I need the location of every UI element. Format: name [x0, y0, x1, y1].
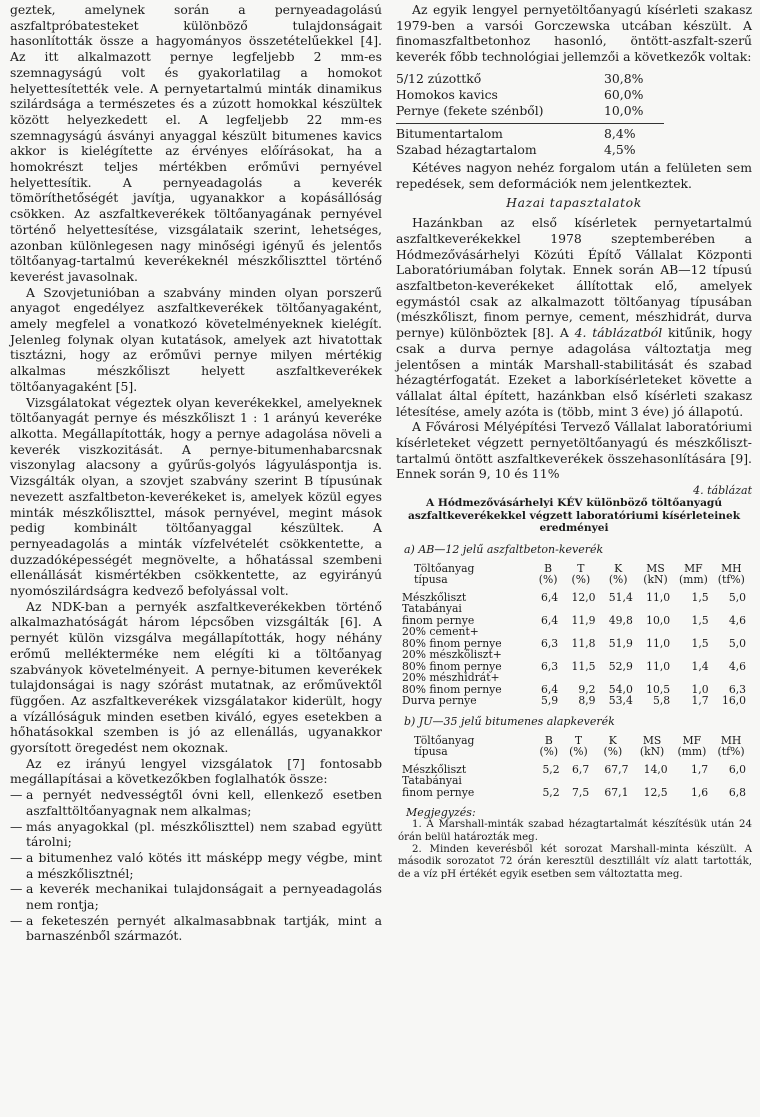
- table-subtitle-a: a) AB—12 jelű aszfaltbeton-keverék: [404, 542, 604, 556]
- table-note: 1. A Marshall-minták szabad hézagtartalmát készítésük után 24 órán belül határozták meg.: [398, 819, 752, 843]
- paragraph-domestic-1: Hazánkban az első kísérletek pernyetartalmú aszfaltkeverékekkel 1978 szeptemberében a Hódmezővásárhelyi Közúti Építő Vállalat Központi Laboratóriumában folytak. Ennek során AB—12 típusú aszfaltbeton-keverékeket állítottak elő, amelyek egymástól csak az alkalmazott töltőanyag típusában (mészkőliszt, finom pernye, cement, mészhidrát, durva pernye) különböztek [8]. A 4. táblázatból kitűnik, hogy csak a durva pernye adagolása változtatja meg jelentősen a minták Marshall-stabilitását és szabad hézagtérfogatát. Ezeket a laborkísérleteket követte a vállalat által épített, hazánkban első kísérleti szakasz létesítése, amely azóta is (több, mint 3 éve) jó állapotú.: [396, 215, 752, 419]
- column-header: MF (mm): [677, 733, 707, 759]
- table-row: Tatabányai finom pernye 6,4 11,9 49,8 10,0 1,5 4,6: [402, 602, 746, 627]
- paragraph-polish-findings: Az ez irányú lengyel vizsgálatok [7] fontosabb megállapításai a következőkben foglalhatók össze:: [10, 755, 382, 787]
- column-header: Töltőanyag típusa: [414, 733, 475, 759]
- results-table-a: [400, 561, 750, 707]
- table-number: 4. táblázat: [693, 484, 752, 498]
- table-row: 20% mészkőliszt+ 80% finom pernye 6,3 11,5 52,9 11,0 1,4 4,6: [402, 648, 746, 673]
- table-note: 2. Minden keverésből két sorozat Marshall-minta készült. A második sorozatot 72 órán keresztül desztillált víz alatt tartották, de a víz pH értékét egyik esetben sem változtatta meg.: [398, 844, 752, 880]
- list-item: — a pernyét nedvességtől óvni kell, ellenkező esetben aszfalttöltőanyagnak nem alkalmas;: [10, 787, 382, 818]
- tech-row: Homokos kavics 60,0%: [396, 86, 644, 102]
- table-reference: 4. táblázatból: [574, 325, 663, 341]
- paragraph-mixture-tests: Vizsgálatokat végeztek olyan keverékekkel, amelyeknek töltőanyagát pernye és mészkőliszt 1 : 1 arányú keveréke alkotta. Megállapították, hogy a pernye adagolása növeli a keverék viszkozitását. A pernye-bitumenhabarcsnak viszonylag alacsony a gyűrűs-golyós lágyuláspontja is. Vizsgálták olyan, a szovjet szabvány szerint B típusúnak nevezett aszfaltbeton-keverékeket is, amelyek közül egyes minták mészkőliszttel, mások pernyével, megint mások pedig kombinált töltőanyaggal készültek. A pernyeadagolás a minták vízfelvételét csökkentette, a duzzadóképességét megnövelte, a hőhatással szembeni ellenállását kismértékben csökkentette, az egyirányú nyomószilárdságra kedvező befolyással volt.: [10, 394, 382, 599]
- paragraph-domestic-2: A Fővárosi Mélyépítési Tervező Vállalat laboratóriumi kísérleteket végzett pernyetöltőanyagú és mészkőliszt-tartalmú öntött aszfaltkeverékek összehasonlítására [9]. Ennek során 9, 10 és 11%: [396, 419, 752, 482]
- table-row: Durva pernye 5,9 8,9 53,4 5,8 1,7 16,0: [402, 694, 746, 708]
- tech-row: Pernye (fekete szénből) 10,0%: [396, 102, 644, 118]
- section-title: Hazai tapasztalatok: [506, 195, 642, 211]
- table-header-row: [400, 561, 750, 592]
- column-header: MS (kN): [639, 733, 665, 759]
- right-column: [396, 2, 752, 881]
- table-title: A Hódmezővásárhelyi KÉV különböző töltőanyagú aszfaltkeverékekkel végzett laboratóriumi kísérleteinek eredményei: [407, 497, 741, 535]
- table-row: 20% cement+ 80% finom pernye 6,3 11,8 51,9 11,0 1,5 5,0: [402, 625, 746, 650]
- table-row: Tatabányai finom pernye 5,2 7,5 67,1 12,5 1,6 6,8: [402, 774, 746, 799]
- list-item: — más anyagokkal (pl. mészkőliszttel) nem szabad együtt tárolni;: [10, 818, 382, 850]
- list-item: — a feketeszén pernyét alkalmasabbnak tartják, mint a barnaszénből származót.: [10, 912, 382, 944]
- column-header: MF (mm): [678, 561, 708, 587]
- paragraph-soviet-union: A Szovjetunióban a szabvány minden olyan porszerű anyagot engedélyez aszfaltkeverékek töltőanyagaként, amely megfelel a vonatkozó követelményeknek kielégít. Jelenleg folynak olyan kutatások, amelyek azt hivatottak tisztázni, hogy az erőművi pernye milyen mértékig alkalmas mészkőliszt helyett aszfaltkeverékek töltőanyagaként [5].: [10, 284, 382, 394]
- list-item: — a bitumenhez való kötés itt másképp megy végbe, mint a mészkőlisztnél;: [10, 849, 382, 881]
- technology-parameters: [396, 71, 664, 158]
- column-header: B (%): [539, 733, 559, 759]
- table-row: Mészkőliszt 6,4 12,0 51,4 11,0 1,5 5,0: [402, 590, 746, 604]
- column-header: MS (kN): [643, 561, 668, 587]
- tech-row: 5/12 zúzottkő 30,8%: [396, 70, 644, 86]
- column-header: Töltőanyag típusa: [414, 561, 475, 587]
- notes-title: Megjegyzés:: [406, 806, 476, 820]
- table-row: 20% mészhidrát+ 80% finom pernye 6,4 9,2 54,0 10,5 1,0 6,3: [402, 671, 746, 696]
- table-subtitle-b: b) JU—35 jelű bitumenes alapkeverék: [404, 714, 615, 728]
- tech-row: Bitumentartalom 8,4%: [396, 125, 636, 141]
- paragraph-hungary-ash-tests: geztek, amelynek során a pernyeadagolású aszfaltpróbatesteket különböző tulajdonságait hasonlították össze a hagyományos összetételűekkel [4]. Az itt alkalmazott pernye legfeljebb 2 mm-es szemnagyságú volt és gyakorlatilag a homokot helyettesítették vele. A pernyetartalmú minták dinamikus szilárdsága a természetes és a zúzott homokkal készültek között helyezkedett el. A legfeljebb 22 mm-es szemnagyságú ásványi anyaggal készült bitumenes kavics akkor is kielégítette az érvényes előírásokat, ha a homokrészt teljes mértékben erőművi pernyével helyettesítik. A pernyeadagolás a keverék tömöríthetőségét javítja, ugyanakkor a kopásállóság csökken. Az aszfaltkeverékek töltőanyagának pernyével történő helyettesítése, vizsgálataik szerint, lehetséges, azonban különlegesen nagy minőségi igényű és jelentős töltőanyag-tartalmú keverékeknél mészkőliszttel történő keverést javasolnak.: [10, 2, 382, 284]
- table-header-row: [400, 733, 750, 764]
- paragraph-after-tech: Kétéves nagyon nehéz forgalom után a felületen sem repedések, sem deformációk nem jelentkeztek.: [396, 159, 752, 191]
- paragraph-gdr: Az NDK-ban a pernyék aszfaltkeverékekben történő alkalmazhatóságát három lépcsőben vizsgálták [6]. A pernyét külön vizsgálva megállapították, hogy néhány erőmű mellékterméke nem elégíti ki a töltőanyag szabványok követelményeit. A pernye-bitumen keverékek tulajdonságai is nagy szórást mutatnak, az erőművektől függően. Az aszfaltkeverékek vizsgálatakor kiderült, hogy a vízállóságuk minden esetben kiváló, egyes esetekben a hőhatásokkal szemben is jó az ellenállás, ugyanakkor gyorsított öregedést nem okoznak.: [10, 598, 382, 756]
- column-header: K (%): [608, 561, 628, 587]
- column-header: MH (tf%): [717, 733, 745, 759]
- column-header: K (%): [603, 733, 623, 759]
- column-header: T (%): [571, 561, 591, 587]
- list-dash: —: [10, 787, 23, 803]
- left-column: [10, 2, 382, 944]
- list-item: — a keverék mechanikai tulajdonságait a pernyeadagolás nem rontja;: [10, 881, 382, 913]
- column-header: MH (tf%): [717, 561, 745, 587]
- list-dash: —: [10, 881, 23, 897]
- list-dash: —: [10, 912, 23, 928]
- column-header: T (%): [569, 733, 588, 759]
- list-dash: —: [10, 818, 23, 834]
- findings-list: [10, 787, 382, 944]
- list-dash: —: [10, 849, 23, 865]
- column-header: B (%): [538, 561, 558, 587]
- paragraph-polish-section: Az egyik lengyel pernyetöltőanyagú kísérleti szakasz 1979-ben a varsói Gorczewska utcában készült. A finomaszfaltbetonhoz hasonló, öntött-aszfalt-szerű keverék főbb technológiai jellemzői a következők voltak:: [396, 2, 752, 65]
- table-row: Mészkőliszt 5,2 6,7 67,7 14,0 1,7 6,0: [402, 762, 746, 776]
- tech-row: Szabad hézagtartalom 4,5%: [396, 141, 636, 157]
- divider: [396, 123, 664, 124]
- results-table-b: [400, 733, 750, 799]
